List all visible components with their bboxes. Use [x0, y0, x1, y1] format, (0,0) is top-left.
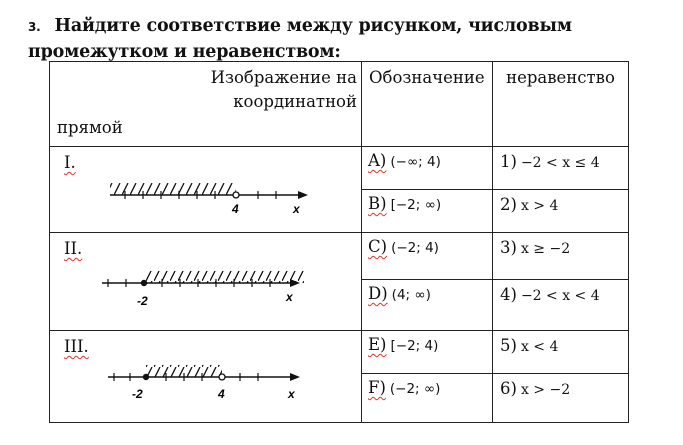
table-row	[50, 233, 629, 280]
notation-cell: A) (−∞; 4)	[362, 147, 493, 190]
inequality-cell: 6) x > −2	[493, 374, 629, 423]
axis-label: x	[293, 202, 300, 216]
notation-cell: F) (−2; ∞)	[362, 374, 493, 423]
number-line-figure-3	[50, 331, 362, 421]
tick-label: 4	[232, 202, 239, 216]
figure-cell-2	[50, 233, 362, 331]
inequality-cell: 4) −2 < x < 4	[493, 280, 629, 331]
axis-arrow	[290, 373, 300, 381]
tick-label: -2	[137, 294, 148, 308]
header-image-line1: Изображение на	[210, 68, 357, 87]
notation-cell: C) (−2; 4)	[362, 233, 493, 280]
shaded-region	[144, 271, 304, 283]
header-image-line2: координатной	[233, 92, 357, 111]
tick-label: -2	[132, 387, 143, 401]
open-point	[219, 374, 225, 380]
figure-cell-1	[50, 147, 362, 233]
notation-cell: E) [−2; 4)	[362, 331, 493, 374]
tick-label: 4	[218, 387, 225, 401]
open-point	[233, 192, 239, 198]
figure-label: III.	[64, 337, 89, 356]
table-row	[50, 147, 629, 190]
notation-cell: D) (4; ∞)	[362, 280, 493, 331]
header-image-line3: прямой	[57, 118, 123, 137]
header-row	[50, 62, 629, 147]
task-heading	[28, 14, 678, 65]
inequality-cell: 1) −2 < x ≤ 4	[493, 147, 629, 190]
inequality-cell: 2) x > 4	[493, 190, 629, 233]
number-line-figure-1	[50, 147, 362, 227]
header-image-cell	[50, 62, 362, 147]
header-inequality: неравенство	[493, 62, 629, 147]
inequality-cell: 5) x < 4	[493, 331, 629, 374]
number-line-figure-2	[50, 233, 362, 329]
inequality-cell: 3) x ≥ −2	[493, 233, 629, 280]
axis-arrow	[298, 191, 308, 199]
figure-label: II.	[64, 239, 83, 258]
shaded-region	[110, 183, 236, 195]
task-text: Найдите соответствие между рисунком, числовым промежутком и неравенством:	[28, 16, 572, 62]
table-row	[50, 331, 629, 374]
axis-label: x	[288, 387, 295, 401]
matching-table	[49, 61, 629, 423]
figure-cell-3	[50, 331, 362, 423]
header-notation: Обозначение	[362, 62, 493, 147]
figure-label: I.	[64, 153, 76, 172]
closed-point	[143, 374, 149, 380]
task-number: 3.	[28, 20, 41, 34]
notation-cell: B) [−2; ∞)	[362, 190, 493, 233]
axis-label: x	[286, 290, 293, 304]
closed-point	[141, 280, 147, 286]
